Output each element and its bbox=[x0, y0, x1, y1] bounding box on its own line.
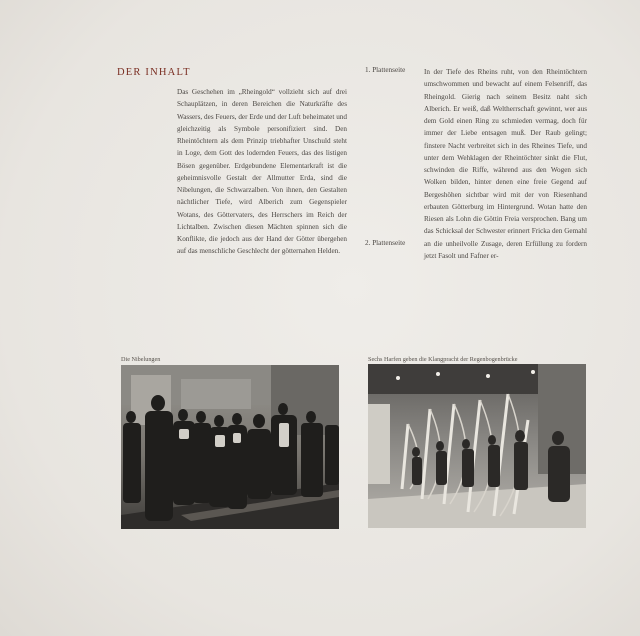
harps-photo bbox=[368, 364, 586, 528]
section-heading: DER INHALT bbox=[117, 67, 191, 78]
side-2-text: Wotan hatte den Riesen als Lohn die Göttin Freia versprochen. Bang um das Schicksal der Schwester erinnert Fricka den Gemahl an die unheilvolle Zusage, deren Erfüllung zu fordern jetzt Fasolt und Fafner er- bbox=[424, 202, 587, 260]
caption-nibelungen: Die Nibelungen bbox=[121, 356, 161, 363]
side-2-label: 2. Plattenseite bbox=[365, 239, 406, 247]
side-1-text: In der Tiefe des Rheins ruht, von den Rheintöchtern umschwommen und bewacht auf einem Felsenriff, das Rheingold. Gierig nach seinem Besitz naht sich Alberich. Er weiß, daß Weltherrschaft gewinnt, wer aus dem Gold einen Ring zu schmieden vermag, doch für immer der Liebe entsagen muß. Der Raub gelingt; finstere Nacht verbreitet sich in des Rheines Tiefe, und unter dem Wehklagen der Rheintöchter sinkt die Flut, schwinden die Riffe, während aus den Wogen sich Wolken bilden, hinter denen eine freie Gegend auf Bergeshöhen sichtbar wird mit der von Riesenhand erbauten Götterburg im Hintergrund. bbox=[424, 68, 587, 211]
caption-harps: Sechs Harfen geben die Klangpracht der Regenbogenbrücke bbox=[368, 356, 518, 363]
side-1-paragraph bbox=[424, 66, 587, 262]
intro-paragraph: Das Geschehen im „Rheingold“ vollzieht sich auf drei Schauplätzen, in deren Bereichen die Naturkräfte des Wassers, des Feuers, der Erde und der Luft beheimatet und gleichzeitig als Symbole personifiziert sind. Den Rheintöchtern als dem Prinzip triebhafter Unschuld steht in Loge, dem Gott des lodernden Feuers, das des listigen Bösen gegenüber. Erdgebundene Elementarkraft ist die geheimnisvolle Gestalt der Allmutter Erda, sind die Nibelungen, die Schwarzalben. Von ihnen, den Gestalten nächtlicher Tiefe, wird Alberich zum Gegenspieler Wotans, des Göttervaters, des Herrschers im Reich der Lichtalben. Zwischen diesen Mächten spinnen sich die Konflikte, die jedoch aus der Hand der Götter übergehen auf das menschliche Geschlecht der götternahen Helden. bbox=[177, 88, 347, 256]
side-1-label: 1. Plattenseite bbox=[365, 66, 406, 74]
nibelungen-photo bbox=[121, 365, 339, 529]
